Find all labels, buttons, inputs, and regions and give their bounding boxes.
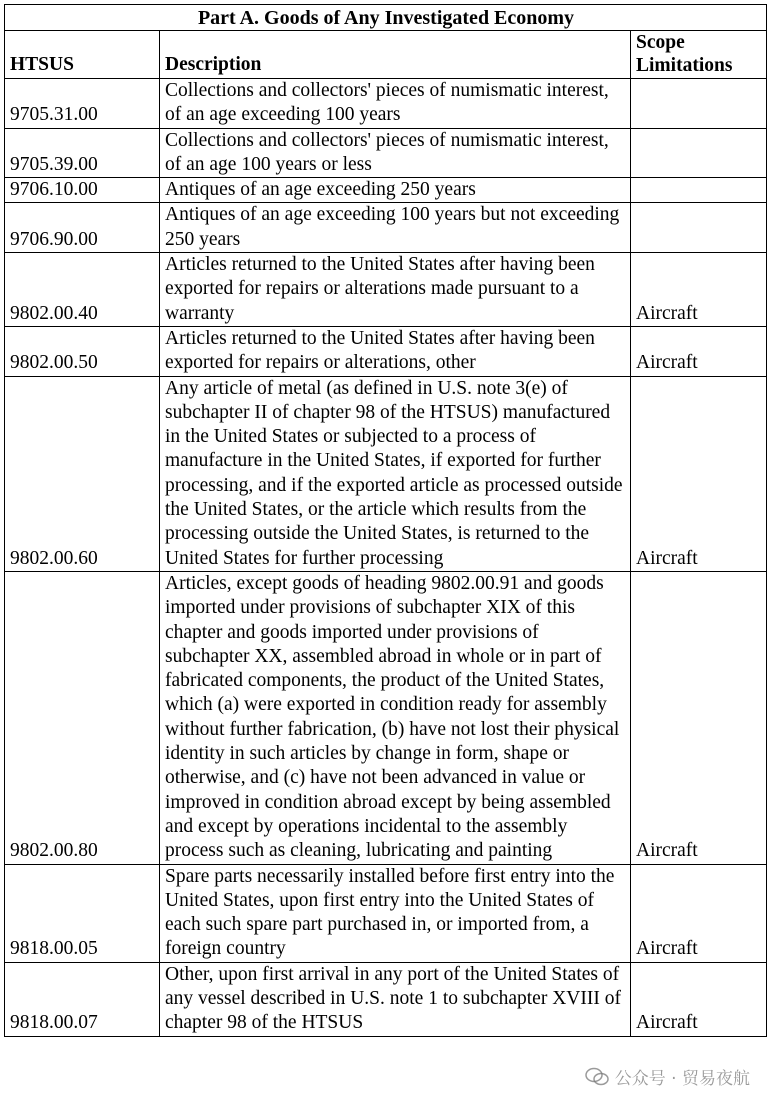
htsus-code-cell: 9802.00.80 <box>5 571 160 864</box>
table-row <box>5 253 767 327</box>
scope-limitation-cell: Aircraft <box>631 376 767 571</box>
scope-limitation-cell <box>631 203 767 253</box>
description-cell: Spare parts necessarily installed before first entry into the United States, upon first entry into the United States of each such spare part purchased in, or imported from, a foreign country <box>160 864 631 962</box>
document-page <box>4 4 766 1037</box>
watermark <box>585 1064 750 1089</box>
description-cell: Any article of metal (as defined in U.S. note 3(e) of subchapter II of chapter 98 of the HTSUS) manufactured in the United States or subjected to a process of manufacture in the United States, if exported for further processing, and if the exported article as processed outside the United States, or the article which results from the processing outside the United States, is returned to the United States for further processing <box>160 376 631 571</box>
description-cell: Antiques of an age exceeding 100 years but not exceeding 250 years <box>160 203 631 253</box>
table-row <box>5 203 767 253</box>
htsus-code-cell: 9706.90.00 <box>5 203 160 253</box>
htsus-code-cell: 9802.00.60 <box>5 376 160 571</box>
table-row <box>5 128 767 178</box>
header-htsus: HTSUS <box>5 31 160 79</box>
description-cell: Collections and collectors' pieces of numismatic interest, of an age 100 years or less <box>160 128 631 178</box>
scope-limitation-cell: Aircraft <box>631 253 767 327</box>
table-header-row <box>5 31 767 79</box>
htsus-code-cell: 9705.39.00 <box>5 128 160 178</box>
table-row <box>5 962 767 1036</box>
description-cell: Other, upon first arrival in any port of the United States of any vessel described in U.S. note 1 to subchapter XVIII of chapter 98 of the HTSUS <box>160 962 631 1036</box>
scope-limitation-cell <box>631 79 767 129</box>
description-cell: Antiques of an age exceeding 250 years <box>160 178 631 203</box>
description-cell: Articles returned to the United States after having been exported for repairs or alterations, other <box>160 326 631 376</box>
htsus-code-cell: 9802.00.40 <box>5 253 160 327</box>
description-cell: Articles, except goods of heading 9802.00.91 and goods imported under provisions of subchapter XIX of this chapter and goods imported under provisions of subchapter XX, assembled abroad in whole or in part of fabricated components, the product of the United States, which (a) were exported in condition ready for assembly without further fabrication, (b) have not lost their physical identity in such articles by change in form, shape or otherwise, and (c) have not been advanced in value or improved in condition abroad except by being assembled and except by operations incidental to the assembly process such as cleaning, lubricating and painting <box>160 571 631 864</box>
scope-limitation-cell: Aircraft <box>631 962 767 1036</box>
wechat-logo-icon <box>585 1067 609 1087</box>
scope-limitation-cell <box>631 178 767 203</box>
htsus-code-cell: 9706.10.00 <box>5 178 160 203</box>
htsus-goods-table <box>4 4 767 1037</box>
table-row <box>5 178 767 203</box>
htsus-code-cell: 9705.31.00 <box>5 79 160 129</box>
header-scope-limitations: Scope Limitations <box>631 31 767 79</box>
scope-limitation-cell: Aircraft <box>631 571 767 864</box>
table-row <box>5 376 767 571</box>
scope-limitation-cell: Aircraft <box>631 864 767 962</box>
description-cell: Collections and collectors' pieces of numismatic interest, of an age exceeding 100 years <box>160 79 631 129</box>
htsus-code-cell: 9818.00.05 <box>5 864 160 962</box>
table-title-row <box>5 5 767 31</box>
watermark-text: 公众号 · 贸易夜航 <box>614 1069 750 1089</box>
table-row <box>5 864 767 962</box>
table-row <box>5 326 767 376</box>
table-row <box>5 79 767 129</box>
htsus-code-cell: 9802.00.50 <box>5 326 160 376</box>
htsus-code-cell: 9818.00.07 <box>5 962 160 1036</box>
scope-limitation-cell <box>631 128 767 178</box>
scope-limitation-cell: Aircraft <box>631 326 767 376</box>
header-description: Description <box>160 31 631 79</box>
table-row <box>5 571 767 864</box>
table-title: Part A. Goods of Any Investigated Economy <box>5 5 767 31</box>
description-cell: Articles returned to the United States after having been exported for repairs or alterations made pursuant to a warranty <box>160 253 631 327</box>
